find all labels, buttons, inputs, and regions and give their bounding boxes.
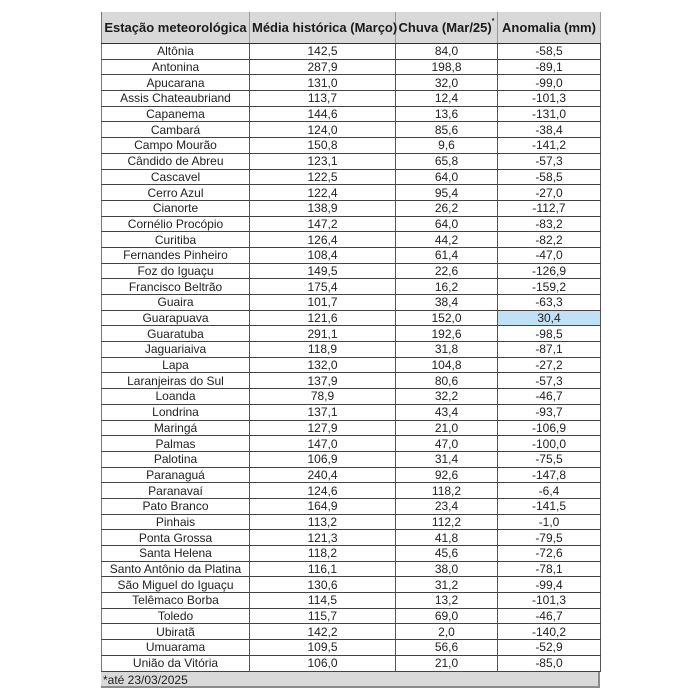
table-row	[102, 514, 601, 530]
cell-rain: 41,8	[396, 530, 498, 546]
cell-rain: 16,2	[396, 279, 498, 295]
cell-rain: 84,0	[396, 44, 498, 60]
table-row	[102, 59, 601, 75]
cell-historical: 287,9	[250, 59, 396, 75]
cell-historical: 116,1	[250, 561, 396, 577]
cell-historical: 101,7	[250, 295, 396, 311]
cell-rain: 2,0	[396, 624, 498, 640]
cell-anomaly: -27,2	[498, 357, 601, 373]
table-row	[102, 436, 601, 452]
cell-anomaly: -82,2	[498, 232, 601, 248]
table-row	[102, 483, 601, 499]
table-row	[102, 561, 601, 577]
header-historical: Média histórica (Março)	[250, 12, 396, 44]
rainfall-table-container	[101, 12, 600, 688]
cell-anomaly: -112,7	[498, 200, 601, 216]
cell-rain: 22,6	[396, 263, 498, 279]
cell-station: Loanda	[102, 389, 250, 405]
cell-anomaly: -89,1	[498, 59, 601, 75]
cell-anomaly: -27,0	[498, 185, 601, 201]
cell-historical: 164,9	[250, 498, 396, 514]
cell-rain: 118,2	[396, 483, 498, 499]
cell-anomaly: -46,7	[498, 608, 601, 624]
cell-anomaly: -98,5	[498, 326, 601, 342]
cell-anomaly: -72,6	[498, 546, 601, 562]
cell-station: Capanema	[102, 106, 250, 122]
table-header-row	[102, 12, 601, 44]
table-row	[102, 577, 601, 593]
header-station: Estação meteorológica	[102, 12, 250, 44]
header-anomaly: Anomalia (mm)	[498, 12, 601, 44]
cell-station: Toledo	[102, 608, 250, 624]
cell-station: Antonina	[102, 59, 250, 75]
cell-rain: 38,0	[396, 561, 498, 577]
table-row	[102, 373, 601, 389]
cell-rain: 12,4	[396, 91, 498, 107]
table-row	[102, 232, 601, 248]
cell-historical: 137,1	[250, 404, 396, 420]
cell-historical: 115,7	[250, 608, 396, 624]
cell-station: Fernandes Pinheiro	[102, 247, 250, 263]
table-row	[102, 420, 601, 436]
cell-station: Cornélio Procópio	[102, 216, 250, 232]
header-rain-label: Chuva (Mar/25)	[398, 20, 492, 35]
cell-historical: 126,4	[250, 232, 396, 248]
cell-anomaly: -38,4	[498, 122, 601, 138]
cell-station: Apucarana	[102, 75, 250, 91]
table-row	[102, 640, 601, 656]
cell-station: Guaira	[102, 295, 250, 311]
table-row	[102, 153, 601, 169]
cell-anomaly: -100,0	[498, 436, 601, 452]
cell-station: Francisco Beltrão	[102, 279, 250, 295]
table-row	[102, 357, 601, 373]
table-row	[102, 310, 601, 326]
cell-rain: 92,6	[396, 467, 498, 483]
cell-anomaly: -52,9	[498, 640, 601, 656]
cell-historical: 137,9	[250, 373, 396, 389]
cell-rain: 32,2	[396, 389, 498, 405]
table-footnote: *até 23/03/2025	[101, 672, 600, 688]
cell-historical: 122,4	[250, 185, 396, 201]
cell-rain: 85,6	[396, 122, 498, 138]
cell-station: Campo Mourão	[102, 138, 250, 154]
cell-rain: 31,8	[396, 342, 498, 358]
cell-anomaly: -159,2	[498, 279, 601, 295]
cell-historical: 142,2	[250, 624, 396, 640]
cell-historical: 132,0	[250, 357, 396, 373]
cell-station: Pato Branco	[102, 498, 250, 514]
cell-rain: 43,4	[396, 404, 498, 420]
cell-rain: 112,2	[396, 514, 498, 530]
cell-station: Cianorte	[102, 200, 250, 216]
cell-station: Cambará	[102, 122, 250, 138]
table-row	[102, 342, 601, 358]
header-rain	[396, 12, 498, 44]
table-row	[102, 138, 601, 154]
cell-historical: 123,1	[250, 153, 396, 169]
cell-station: Foz do Iguaçu	[102, 263, 250, 279]
cell-rain: 45,6	[396, 546, 498, 562]
cell-station: Cerro Azul	[102, 185, 250, 201]
cell-historical: 124,0	[250, 122, 396, 138]
cell-historical: 240,4	[250, 467, 396, 483]
cell-anomaly: -85,0	[498, 655, 601, 671]
cell-rain: 198,8	[396, 59, 498, 75]
table-row	[102, 530, 601, 546]
cell-rain: 80,6	[396, 373, 498, 389]
cell-station: Umuarama	[102, 640, 250, 656]
cell-station: Ponta Grossa	[102, 530, 250, 546]
cell-historical: 118,9	[250, 342, 396, 358]
table-row	[102, 247, 601, 263]
cell-station: São Miguel do Iguaçu	[102, 577, 250, 593]
cell-rain: 13,2	[396, 593, 498, 609]
cell-historical: 113,7	[250, 91, 396, 107]
table-row	[102, 75, 601, 91]
table-row	[102, 279, 601, 295]
cell-rain: 31,2	[396, 577, 498, 593]
cell-anomaly-highlighted: 30,4	[498, 310, 601, 326]
cell-historical: 106,0	[250, 655, 396, 671]
cell-station: Santa Helena	[102, 546, 250, 562]
cell-rain: 95,4	[396, 185, 498, 201]
cell-station: Altônia	[102, 44, 250, 60]
cell-historical: 108,4	[250, 247, 396, 263]
table-row	[102, 467, 601, 483]
cell-anomaly: -93,7	[498, 404, 601, 420]
cell-anomaly: -126,9	[498, 263, 601, 279]
cell-rain: 104,8	[396, 357, 498, 373]
cell-historical: 130,6	[250, 577, 396, 593]
table-row	[102, 326, 601, 342]
cell-historical: 142,5	[250, 44, 396, 60]
table-row	[102, 389, 601, 405]
cell-anomaly: -6,4	[498, 483, 601, 499]
cell-anomaly: -141,2	[498, 138, 601, 154]
cell-anomaly: -58,5	[498, 169, 601, 185]
cell-historical: 147,0	[250, 436, 396, 452]
cell-station: Guarapuava	[102, 310, 250, 326]
cell-station: Assis Chateaubriand	[102, 91, 250, 107]
cell-historical: 122,5	[250, 169, 396, 185]
cell-station: Guaratuba	[102, 326, 250, 342]
cell-anomaly: -131,0	[498, 106, 601, 122]
cell-station: Londrina	[102, 404, 250, 420]
cell-rain: 13,6	[396, 106, 498, 122]
table-row	[102, 216, 601, 232]
table-row	[102, 498, 601, 514]
cell-historical: 78,9	[250, 389, 396, 405]
cell-anomaly: -1,0	[498, 514, 601, 530]
cell-rain: 65,8	[396, 153, 498, 169]
cell-rain: 44,2	[396, 232, 498, 248]
cell-anomaly: -99,4	[498, 577, 601, 593]
table-row	[102, 91, 601, 107]
cell-historical: 124,6	[250, 483, 396, 499]
cell-station: Maringá	[102, 420, 250, 436]
cell-anomaly: -58,5	[498, 44, 601, 60]
cell-historical: 127,9	[250, 420, 396, 436]
cell-rain: 26,2	[396, 200, 498, 216]
cell-historical: 118,2	[250, 546, 396, 562]
cell-historical: 138,9	[250, 200, 396, 216]
cell-station: Palmas	[102, 436, 250, 452]
cell-historical: 150,8	[250, 138, 396, 154]
cell-station: Laranjeiras do Sul	[102, 373, 250, 389]
cell-rain: 152,0	[396, 310, 498, 326]
header-rain-footnote-mark: *	[491, 18, 495, 25]
table-row	[102, 546, 601, 562]
table-row	[102, 593, 601, 609]
table-row	[102, 185, 601, 201]
cell-anomaly: -106,9	[498, 420, 601, 436]
cell-station: Ubiratã	[102, 624, 250, 640]
cell-rain: 23,4	[396, 498, 498, 514]
table-row	[102, 169, 601, 185]
cell-anomaly: -99,0	[498, 75, 601, 91]
cell-station: União da Vitória	[102, 655, 250, 671]
cell-anomaly: -101,3	[498, 593, 601, 609]
cell-historical: 149,5	[250, 263, 396, 279]
cell-rain: 31,4	[396, 451, 498, 467]
table-row	[102, 295, 601, 311]
cell-historical: 291,1	[250, 326, 396, 342]
cell-station: Cascavel	[102, 169, 250, 185]
cell-rain: 64,0	[396, 216, 498, 232]
table-row	[102, 106, 601, 122]
cell-rain: 47,0	[396, 436, 498, 452]
table-row	[102, 404, 601, 420]
table-row	[102, 624, 601, 640]
cell-station: Jaguariaiva	[102, 342, 250, 358]
cell-station: Lapa	[102, 357, 250, 373]
cell-rain: 21,0	[396, 655, 498, 671]
cell-rain: 56,6	[396, 640, 498, 656]
cell-rain: 9,6	[396, 138, 498, 154]
cell-anomaly: -141,5	[498, 498, 601, 514]
cell-historical: 147,2	[250, 216, 396, 232]
cell-rain: 32,0	[396, 75, 498, 91]
cell-anomaly: -75,5	[498, 451, 601, 467]
cell-historical: 175,4	[250, 279, 396, 295]
cell-station: Paranavaí	[102, 483, 250, 499]
cell-anomaly: -46,7	[498, 389, 601, 405]
table-row	[102, 122, 601, 138]
table-row	[102, 451, 601, 467]
cell-station: Pinhais	[102, 514, 250, 530]
cell-rain: 21,0	[396, 420, 498, 436]
cell-anomaly: -87,1	[498, 342, 601, 358]
cell-station: Telêmaco Borba	[102, 593, 250, 609]
cell-anomaly: -47,0	[498, 247, 601, 263]
cell-rain: 38,4	[396, 295, 498, 311]
cell-anomaly: -57,3	[498, 153, 601, 169]
cell-historical: 114,5	[250, 593, 396, 609]
cell-anomaly: -79,5	[498, 530, 601, 546]
cell-historical: 131,0	[250, 75, 396, 91]
cell-anomaly: -57,3	[498, 373, 601, 389]
cell-station: Santo Antônio da Platina	[102, 561, 250, 577]
cell-historical: 113,2	[250, 514, 396, 530]
cell-historical: 109,5	[250, 640, 396, 656]
table-row	[102, 608, 601, 624]
cell-rain: 192,6	[396, 326, 498, 342]
cell-rain: 61,4	[396, 247, 498, 263]
cell-station: Cândido de Abreu	[102, 153, 250, 169]
cell-station: Paranaguá	[102, 467, 250, 483]
cell-anomaly: -101,3	[498, 91, 601, 107]
cell-anomaly: -63,3	[498, 295, 601, 311]
cell-historical: 144,6	[250, 106, 396, 122]
table-row	[102, 200, 601, 216]
cell-rain: 69,0	[396, 608, 498, 624]
rainfall-table	[101, 12, 601, 672]
cell-historical: 121,6	[250, 310, 396, 326]
cell-station: Palotina	[102, 451, 250, 467]
table-row	[102, 655, 601, 671]
cell-anomaly: -147,8	[498, 467, 601, 483]
cell-anomaly: -78,1	[498, 561, 601, 577]
cell-anomaly: -83,2	[498, 216, 601, 232]
cell-rain: 64,0	[396, 169, 498, 185]
cell-anomaly: -140,2	[498, 624, 601, 640]
cell-historical: 106,9	[250, 451, 396, 467]
table-row	[102, 263, 601, 279]
cell-historical: 121,3	[250, 530, 396, 546]
table-row	[102, 44, 601, 60]
cell-station: Curitiba	[102, 232, 250, 248]
